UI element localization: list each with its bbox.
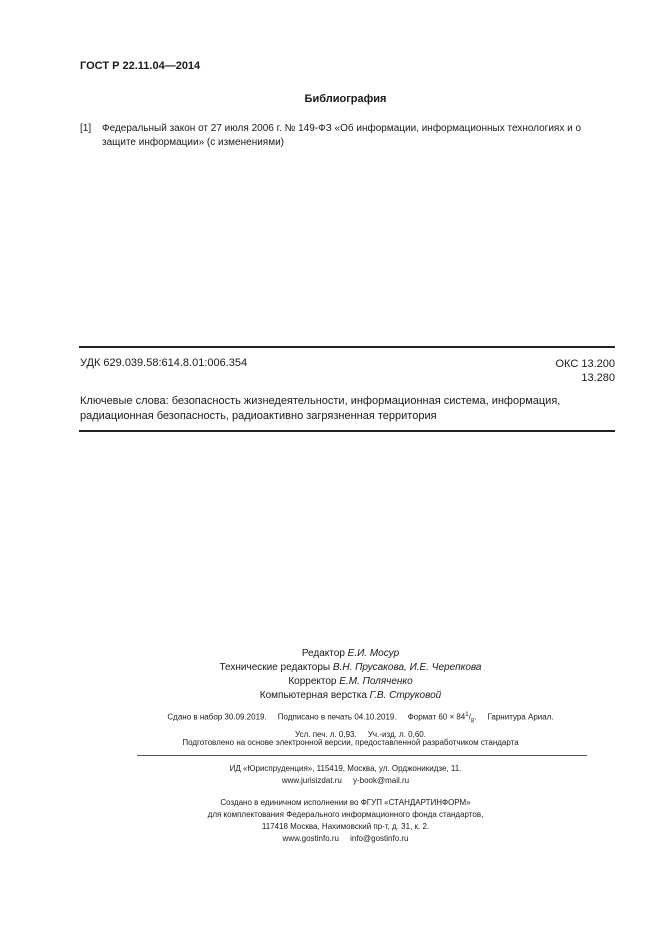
- publisher-divider: [137, 755, 587, 756]
- publisher-block: [0, 763, 661, 787]
- prepared-note: Подготовлено на основе электронной версии, предоставленной разработчиком стандарта: [182, 738, 519, 747]
- bottom-divider: [79, 430, 615, 432]
- imprint-line-2: Усл. печ. л. 0,93. Уч.-изд. л. 0,60.: [295, 730, 426, 740]
- bibliography-item: [80, 122, 615, 150]
- created-block: [0, 797, 661, 845]
- bibliography-item-number: [1]: [80, 123, 92, 134]
- imprint-line-1: Сдано в набор 30.09.2019. Подписано в печать 04.10.2019. Формат $60 \times 84^1/_8$. Гарнитура Ариал.: [167, 712, 554, 725]
- bibliography-item-text: Федеральный закон от 27 июля 2006 г. № 149-ФЗ «Об информации, информационных технологиях и о защите информации» (с изменениями): [102, 123, 582, 148]
- publisher-line-2: www.jurisizdat.ru y-book@mail.ru: [281, 776, 410, 785]
- keywords: Ключевые слова: безопасность жизнедеятельности, информационная система, информация, радиационная безопасность, радиоактивно загрязненная территория: [80, 395, 561, 422]
- imprint-block: [0, 709, 661, 741]
- oks-code-1: ОКС 13.200: [555, 358, 615, 370]
- publisher-line-1: ИД «Юриспруденция», 115419, Москва, ул. Орджоникидзе, 11.: [229, 764, 462, 773]
- created-line-1: Создано в единичном исполнении во ФГУП «СТАНДАРТИНФОРМ»: [220, 798, 471, 807]
- created-line-2: для комплектования Федерального информационного фонда стандартов,: [207, 810, 484, 819]
- oks-codes: [556, 357, 616, 385]
- credit-layout: Компьютерная верстка Г.В. Струковой: [259, 690, 442, 701]
- standard-number: ГОСТ Р 22.11.04—2014: [80, 60, 201, 72]
- bibliography-title: Библиография: [304, 93, 387, 105]
- credit-proofreader: Корректор Е.М. Поляченко: [288, 676, 413, 687]
- credits-block: [0, 647, 661, 703]
- oks-code-2: 13.280: [581, 372, 615, 384]
- created-line-4: www.gostinfo.ru info@gostinfo.ru: [282, 834, 409, 843]
- created-line-3: 117418 Москва, Нахимовский пр-т, д. 31, к. 2.: [261, 822, 430, 831]
- credit-tech-editors: Технические редакторы В.Н. Прусакова, И.Е. Черепкова: [219, 662, 482, 673]
- credit-editor: Редактор Е.И. Мосур: [301, 648, 400, 659]
- udk-code: УДК 629.039.58:614.8.01:006.354: [80, 357, 248, 369]
- top-divider: [79, 346, 615, 348]
